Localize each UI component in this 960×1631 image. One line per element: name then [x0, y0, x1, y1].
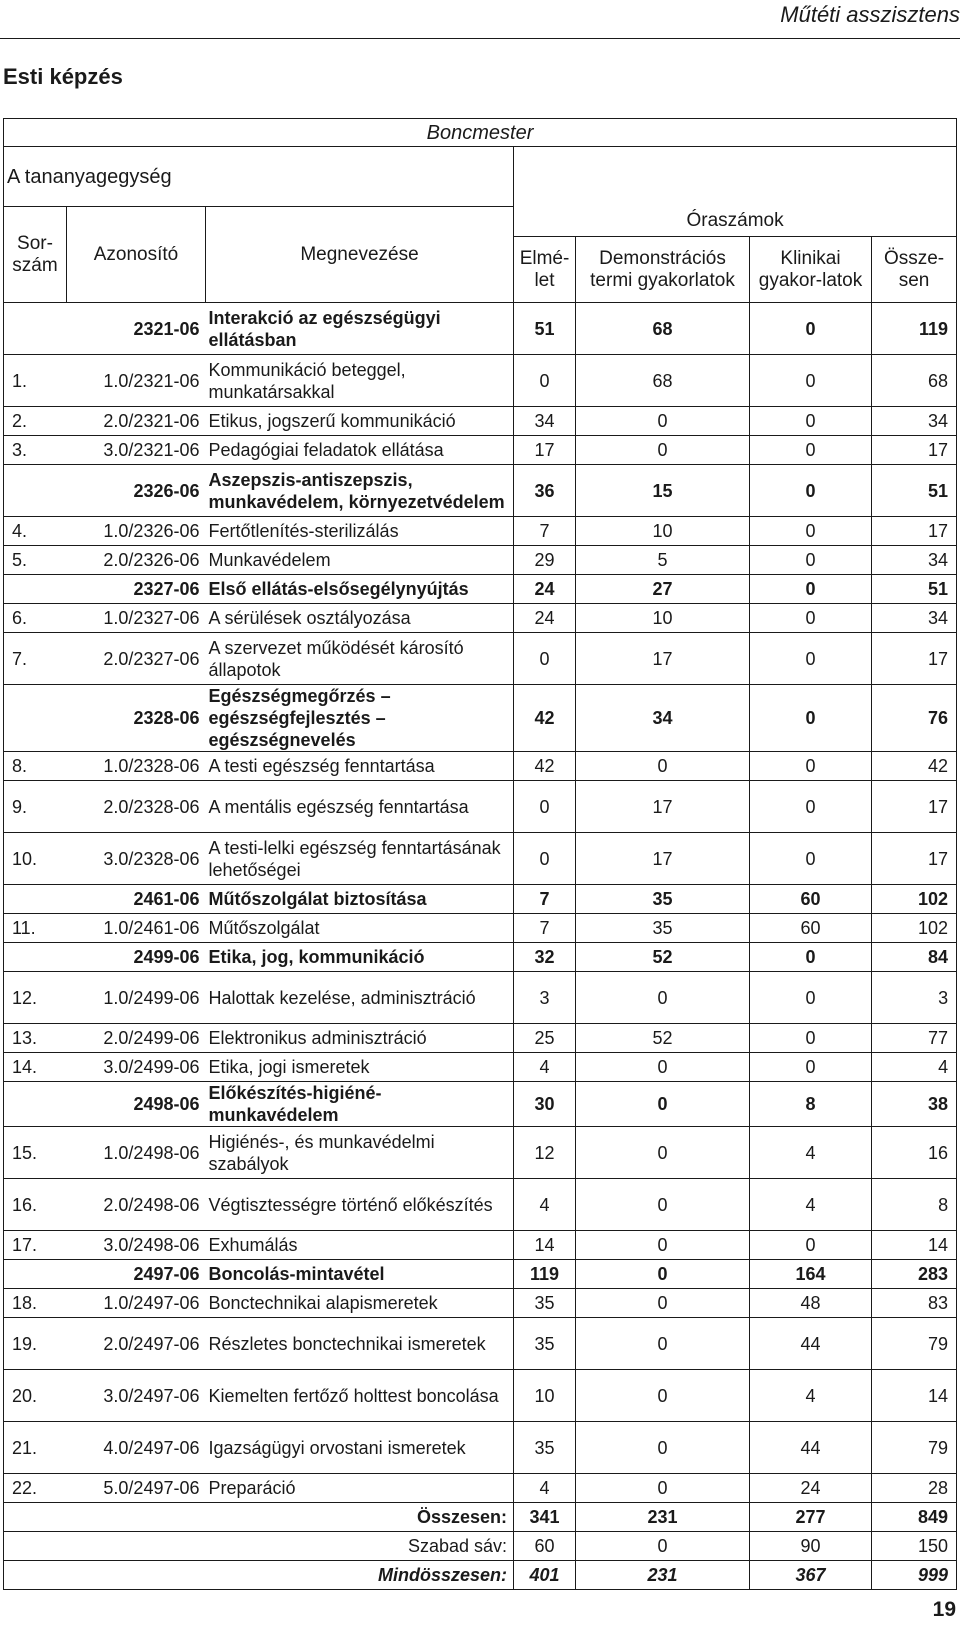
hours-total: 4: [872, 1053, 957, 1082]
unit-name: Munkavédelem: [206, 546, 514, 575]
hours-demo: 0: [576, 436, 750, 465]
hours-clinical: 164: [750, 1260, 872, 1289]
table-body: [4, 303, 957, 1503]
unit-name: Pedagógiai feladatok ellátása: [206, 436, 514, 465]
summary-row: [4, 1532, 957, 1561]
col-demo-header: Demonstrációs termi gyakorlatok: [576, 237, 750, 303]
hours-demo: 0: [576, 1179, 750, 1231]
table-caption: Boncmester: [4, 119, 957, 147]
hours-clinical: 0: [750, 943, 872, 972]
hours-total: 17: [872, 781, 957, 833]
row-number: 11.: [4, 914, 67, 943]
hours-theory: 25: [514, 1024, 576, 1053]
hours-total: 17: [872, 633, 957, 685]
hours-total: 17: [872, 436, 957, 465]
unit-name: Higiénés-, és munkavédelmi szabályok: [206, 1127, 514, 1179]
hours-theory: 0: [514, 833, 576, 885]
hours-theory: 0: [514, 633, 576, 685]
hours-demo: 0: [576, 1422, 750, 1474]
hours-demo: 0: [576, 1127, 750, 1179]
hours-demo: 0: [576, 1231, 750, 1260]
hours-demo: 0: [576, 752, 750, 781]
module-id: 2327-06: [67, 575, 206, 604]
unit-id: 1.0/2326-06: [67, 517, 206, 546]
module-row: [4, 685, 957, 752]
col-id-header: Azonosító: [67, 207, 206, 303]
hours-theory: 42: [514, 752, 576, 781]
table-row: [4, 1127, 957, 1179]
unit-name: Kiemelten fertőző holttest boncolása: [206, 1370, 514, 1422]
page-number: 19: [932, 1598, 956, 1621]
hours-total: 34: [872, 407, 957, 436]
module-id: 2326-06: [67, 465, 206, 517]
hours-theory: 4: [514, 1179, 576, 1231]
summary-demo: 231: [576, 1503, 750, 1532]
hours-clinical: 0: [750, 355, 872, 407]
row-number: 5.: [4, 546, 67, 575]
hours-clinical: 0: [750, 546, 872, 575]
hours-total: 102: [872, 885, 957, 914]
hours-demo: 52: [576, 1024, 750, 1053]
module-name: Műtőszolgálat biztosítása: [206, 885, 514, 914]
hours-theory: 35: [514, 1422, 576, 1474]
hours-total: 17: [872, 517, 957, 546]
module-row: [4, 885, 957, 914]
table-row: [4, 1179, 957, 1231]
unit-name: A sérülések osztályozása: [206, 604, 514, 633]
unit-id: 2.0/2328-06: [67, 781, 206, 833]
unit-id: 1.0/2327-06: [67, 604, 206, 633]
row-number: 9.: [4, 781, 67, 833]
hours-demo: 0: [576, 972, 750, 1024]
hours-theory: 32: [514, 943, 576, 972]
unit-name: A mentális egészség fenntartása: [206, 781, 514, 833]
hours-theory: 0: [514, 781, 576, 833]
module-name: Boncolás-mintavétel: [206, 1260, 514, 1289]
unit-name: Preparáció: [206, 1474, 514, 1503]
hours-total: 84: [872, 943, 957, 972]
module-id: 2461-06: [67, 885, 206, 914]
unit-name: Etikus, jogszerű kommunikáció: [206, 407, 514, 436]
table-summary: [4, 1503, 957, 1590]
row-number: 20.: [4, 1370, 67, 1422]
module-row: [4, 1260, 957, 1289]
hours-total: 34: [872, 604, 957, 633]
table-row: [4, 1231, 957, 1260]
hours-theory: 30: [514, 1082, 576, 1127]
module-id: 2497-06: [67, 1260, 206, 1289]
hours-clinical: 4: [750, 1179, 872, 1231]
unit-id: 1.0/2321-06: [67, 355, 206, 407]
hours-demo: 0: [576, 1289, 750, 1318]
hours-total: 83: [872, 1289, 957, 1318]
hours-clinical: 0: [750, 1053, 872, 1082]
hours-total: 16: [872, 1127, 957, 1179]
hours-theory: 4: [514, 1053, 576, 1082]
summary-total: 150: [872, 1532, 957, 1561]
module-row: [4, 943, 957, 972]
section-title: Esti képzés: [3, 64, 123, 89]
table-row: [4, 546, 957, 575]
hours-total: 119: [872, 303, 957, 355]
unit-id: 1.0/2328-06: [67, 752, 206, 781]
row-number: 3.: [4, 436, 67, 465]
module-id: 2321-06: [67, 303, 206, 355]
hours-demo: 0: [576, 407, 750, 436]
hours-theory: 17: [514, 436, 576, 465]
hours-theory: 4: [514, 1474, 576, 1503]
table-row: [4, 972, 957, 1024]
hours-clinical: 48: [750, 1289, 872, 1318]
table-row: [4, 407, 957, 436]
hours-theory: 35: [514, 1289, 576, 1318]
row-number: 18.: [4, 1289, 67, 1318]
hours-theory: 36: [514, 465, 576, 517]
module-row: [4, 575, 957, 604]
summary-total: 999: [872, 1561, 957, 1590]
hours-clinical: 4: [750, 1127, 872, 1179]
table-row: [4, 604, 957, 633]
row-number: 10.: [4, 833, 67, 885]
row-number: 17.: [4, 1231, 67, 1260]
hours-total: 17: [872, 833, 957, 885]
summary-clinical: 90: [750, 1532, 872, 1561]
module-name: Első ellátás-elsősegélynyújtás: [206, 575, 514, 604]
unit-id: 2.0/2321-06: [67, 407, 206, 436]
unit-id: 2.0/2497-06: [67, 1318, 206, 1370]
hours-clinical: 0: [750, 575, 872, 604]
hours-clinical: 60: [750, 914, 872, 943]
unit-id: 4.0/2497-06: [67, 1422, 206, 1474]
unit-id: 1.0/2461-06: [67, 914, 206, 943]
unit-name: Fertőtlenítés-sterilizálás: [206, 517, 514, 546]
header-rule: [0, 38, 960, 39]
table-row: [4, 752, 957, 781]
unit-name: Végtisztességre történő előkészítés: [206, 1179, 514, 1231]
col-clinical-header: Klinikai gyakor-latok: [750, 237, 872, 303]
summary-row: [4, 1561, 957, 1590]
hours-demo: 35: [576, 885, 750, 914]
unit-name: Műtőszolgálat: [206, 914, 514, 943]
hours-total: 14: [872, 1370, 957, 1422]
hours-theory: 7: [514, 517, 576, 546]
row-number: 21.: [4, 1422, 67, 1474]
hours-total: 8: [872, 1179, 957, 1231]
hours-total: 283: [872, 1260, 957, 1289]
unit-name: Kommunikáció beteggel, munkatársakkal: [206, 355, 514, 407]
hours-demo: 5: [576, 546, 750, 575]
row-number: 6.: [4, 604, 67, 633]
summary-theory: 401: [514, 1561, 576, 1590]
row-number: 13.: [4, 1024, 67, 1053]
unit-id: 2.0/2499-06: [67, 1024, 206, 1053]
hours-total: 3: [872, 972, 957, 1024]
unit-name: Bonctechnikai alapismeretek: [206, 1289, 514, 1318]
summary-label: Mindösszesen:: [4, 1561, 514, 1590]
hours-total: 79: [872, 1422, 957, 1474]
hours-total: 68: [872, 355, 957, 407]
table-row: [4, 1024, 957, 1053]
hours-theory: 35: [514, 1318, 576, 1370]
module-row: [4, 465, 957, 517]
col-total-header: Össze-sen: [872, 237, 957, 303]
hours-demo: 34: [576, 685, 750, 752]
table-row: [4, 436, 957, 465]
hours-clinical: 0: [750, 633, 872, 685]
module-name: Etika, jog, kommunikáció: [206, 943, 514, 972]
unit-id: 3.0/2498-06: [67, 1231, 206, 1260]
unit-name: Részletes bonctechnikai ismeretek: [206, 1318, 514, 1370]
row-number: 15.: [4, 1127, 67, 1179]
curriculum-table: [3, 118, 957, 1590]
hours-theory: 7: [514, 885, 576, 914]
hours-clinical: 60: [750, 885, 872, 914]
hours-clinical: 0: [750, 752, 872, 781]
hours-demo: 0: [576, 1370, 750, 1422]
unit-id: 2.0/2326-06: [67, 546, 206, 575]
module-name: Aszepszis-antiszepszis, munkavédelem, környezetvédelem: [206, 465, 514, 517]
table-row: [4, 1318, 957, 1370]
hours-demo: 10: [576, 604, 750, 633]
hours-demo: 17: [576, 833, 750, 885]
hours-clinical: 44: [750, 1318, 872, 1370]
hours-clinical: 0: [750, 465, 872, 517]
unit-name: A testi-lelki egészség fenntartásának lehetőségei: [206, 833, 514, 885]
unit-id: 3.0/2497-06: [67, 1370, 206, 1422]
table-row: [4, 1053, 957, 1082]
summary-label: Szabad sáv:: [4, 1532, 514, 1561]
hours-clinical: 44: [750, 1422, 872, 1474]
row-number: 14.: [4, 1053, 67, 1082]
hours-clinical: 0: [750, 685, 872, 752]
hours-clinical: 24: [750, 1474, 872, 1503]
hours-demo: 17: [576, 781, 750, 833]
hours-clinical: 0: [750, 972, 872, 1024]
unit-id: 3.0/2321-06: [67, 436, 206, 465]
hours-theory: 42: [514, 685, 576, 752]
hours-theory: 24: [514, 575, 576, 604]
hours-demo: 35: [576, 914, 750, 943]
summary-total: 849: [872, 1503, 957, 1532]
hours-total: 51: [872, 575, 957, 604]
hours-demo: 17: [576, 633, 750, 685]
hours-theory: 29: [514, 546, 576, 575]
hours-total: 14: [872, 1231, 957, 1260]
summary-clinical: 367: [750, 1561, 872, 1590]
hours-clinical: 8: [750, 1082, 872, 1127]
hours-demo: 68: [576, 355, 750, 407]
module-id: 2499-06: [67, 943, 206, 972]
unit-name: Igazságügyi orvostani ismeretek: [206, 1422, 514, 1474]
table-row: [4, 1370, 957, 1422]
col-number-header: Sor-szám: [4, 207, 67, 303]
summary-row: [4, 1503, 957, 1532]
table-row: [4, 833, 957, 885]
table-row: [4, 1289, 957, 1318]
table-row: [4, 633, 957, 685]
unit-id: 3.0/2499-06: [67, 1053, 206, 1082]
hours-theory: 51: [514, 303, 576, 355]
hours-total: 42: [872, 752, 957, 781]
row-number: 19.: [4, 1318, 67, 1370]
table-row: [4, 355, 957, 407]
hours-theory: 24: [514, 604, 576, 633]
running-head: Műtéti asszisztens: [780, 2, 960, 27]
hours-demo: 15: [576, 465, 750, 517]
table-row: [4, 1422, 957, 1474]
unit-id: 3.0/2328-06: [67, 833, 206, 885]
hours-total: 51: [872, 465, 957, 517]
hours-header: Óraszámok: [514, 207, 957, 237]
unit-name: A testi egészség fenntartása: [206, 752, 514, 781]
hours-clinical: 0: [750, 517, 872, 546]
hours-clinical: 0: [750, 1024, 872, 1053]
hours-demo: 0: [576, 1260, 750, 1289]
unit-id: 2.0/2498-06: [67, 1179, 206, 1231]
hours-theory: 34: [514, 407, 576, 436]
hours-clinical: 0: [750, 604, 872, 633]
hours-demo: 0: [576, 1474, 750, 1503]
hours-total: 79: [872, 1318, 957, 1370]
module-row: [4, 303, 957, 355]
hours-demo: 0: [576, 1318, 750, 1370]
summary-label: Összesen:: [4, 1503, 514, 1532]
module-id: 2328-06: [67, 685, 206, 752]
hours-total: 34: [872, 546, 957, 575]
hours-total: 76: [872, 685, 957, 752]
hours-theory: 14: [514, 1231, 576, 1260]
hours-clinical: 0: [750, 303, 872, 355]
hours-demo: 27: [576, 575, 750, 604]
row-number: 22.: [4, 1474, 67, 1503]
hours-theory: 119: [514, 1260, 576, 1289]
unit-id: 2.0/2327-06: [67, 633, 206, 685]
module-name: Előkészítés-higiéné-munkavédelem: [206, 1082, 514, 1127]
hours-theory: 12: [514, 1127, 576, 1179]
row-number: 16.: [4, 1179, 67, 1231]
unit-id: 5.0/2497-06: [67, 1474, 206, 1503]
col-theory-header: Elmé-let: [514, 237, 576, 303]
hours-demo: 52: [576, 943, 750, 972]
hours-theory: 10: [514, 1370, 576, 1422]
unit-name: Exhumálás: [206, 1231, 514, 1260]
unit-name: Elektronikus adminisztráció: [206, 1024, 514, 1053]
hours-theory: 3: [514, 972, 576, 1024]
module-name: Interakció az egészségügyi ellátásban: [206, 303, 514, 355]
hours-total: 77: [872, 1024, 957, 1053]
module-row: [4, 1082, 957, 1127]
row-number: 2.: [4, 407, 67, 436]
module-id: 2498-06: [67, 1082, 206, 1127]
summary-demo: 0: [576, 1532, 750, 1561]
unit-id: 1.0/2499-06: [67, 972, 206, 1024]
hours-clinical: 0: [750, 1231, 872, 1260]
hours-total: 102: [872, 914, 957, 943]
summary-demo: 231: [576, 1561, 750, 1590]
table-row: [4, 781, 957, 833]
col-name-header: Megnevezése: [206, 207, 514, 303]
hours-theory: 0: [514, 355, 576, 407]
hours-clinical: 0: [750, 436, 872, 465]
hours-clinical: 4: [750, 1370, 872, 1422]
hours-clinical: 0: [750, 781, 872, 833]
hours-theory: 7: [514, 914, 576, 943]
unit-name: Halottak kezelése, adminisztráció: [206, 972, 514, 1024]
table-row: [4, 517, 957, 546]
row-number: 4.: [4, 517, 67, 546]
unit-id: 1.0/2497-06: [67, 1289, 206, 1318]
row-number: 8.: [4, 752, 67, 781]
hours-demo: 0: [576, 1082, 750, 1127]
hours-total: 38: [872, 1082, 957, 1127]
row-number: 1.: [4, 355, 67, 407]
hours-demo: 0: [576, 1053, 750, 1082]
table-row: [4, 1474, 957, 1503]
module-name: Egészségmegőrzés – egészségfejlesztés – egészségnevelés: [206, 685, 514, 752]
row-number: 12.: [4, 972, 67, 1024]
hours-clinical: 0: [750, 407, 872, 436]
summary-theory: 341: [514, 1503, 576, 1532]
unit-name: Etika, jogi ismeretek: [206, 1053, 514, 1082]
hours-demo: 68: [576, 303, 750, 355]
summary-theory: 60: [514, 1532, 576, 1561]
table-row: [4, 914, 957, 943]
unit-header: A tananyagegység: [4, 147, 514, 207]
hours-clinical: 0: [750, 833, 872, 885]
unit-id: 1.0/2498-06: [67, 1127, 206, 1179]
summary-clinical: 277: [750, 1503, 872, 1532]
unit-name: A szervezet működését károsító állapotok: [206, 633, 514, 685]
hours-demo: 10: [576, 517, 750, 546]
hours-total: 28: [872, 1474, 957, 1503]
row-number: 7.: [4, 633, 67, 685]
